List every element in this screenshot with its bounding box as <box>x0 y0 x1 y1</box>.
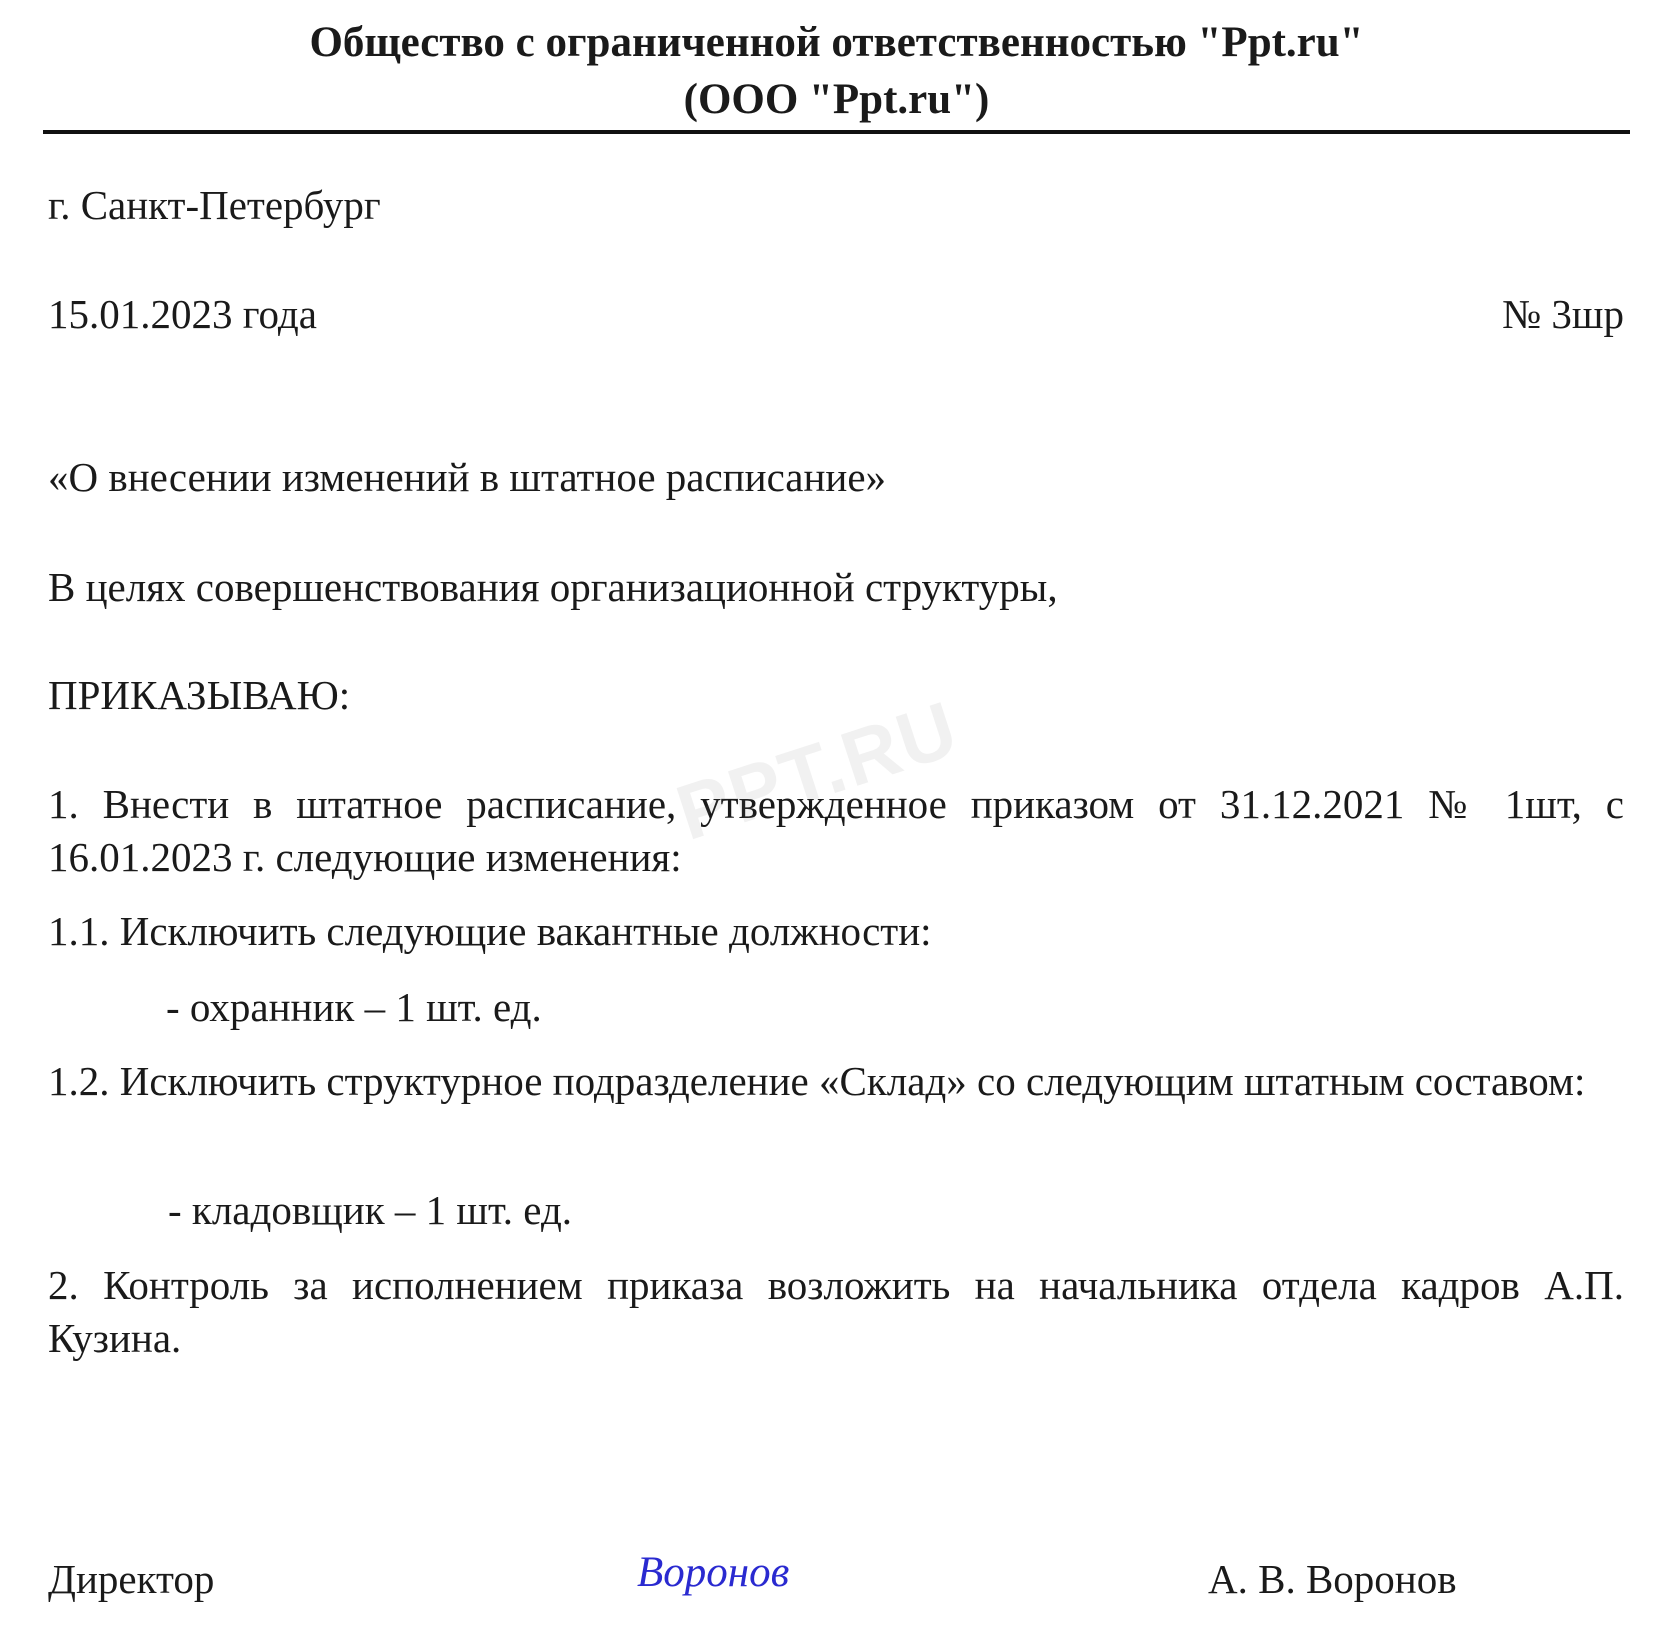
header-divider <box>43 130 1630 134</box>
order-item-1-1: 1.1. Исключить следующие вакантные должности: <box>48 908 932 954</box>
document-header <box>43 14 1630 128</box>
order-date: 15.01.2023 года <box>48 291 317 337</box>
city: г. Санкт-Петербург <box>48 182 381 228</box>
order-item-1: 1. Внести в штатное расписание, утвержденное приказом от 31.12.2021 № 1шт, с 16.01.2023 г. следующие изменения: <box>48 781 1624 880</box>
order-item-1-2: 1.2. Исключить структурное подразделение «Склад» со следующим штатным составом: <box>48 1058 1586 1104</box>
order-word: ПРИКАЗЫВАЮ: <box>48 672 351 718</box>
company-short-name: (ООО "Ppt.ru") <box>683 76 990 123</box>
watermark: PPT.RU <box>666 683 969 857</box>
handwritten-signature: Воронов <box>637 1549 790 1596</box>
order-item-1-1-detail: - охранник – 1 шт. ед. <box>166 984 542 1030</box>
preamble: В целях совершенствования организационной структуры, <box>48 564 1058 610</box>
signer-name: А. В. Воронов <box>1208 1556 1457 1602</box>
company-full-name: Общество с ограниченной ответственностью "Ppt.ru" <box>309 19 1364 66</box>
order-item-2: 2. Контроль за исполнением приказа возложить на начальника отдела кадров А.П. Кузина. <box>48 1262 1624 1361</box>
order-item-1-2-detail: - кладовщик – 1 шт. ед. <box>168 1187 573 1233</box>
order-subject: «О внесении изменений в штатное расписание» <box>48 454 887 500</box>
signer-position: Директор <box>48 1556 215 1602</box>
order-number: № 3шр <box>1502 291 1624 337</box>
